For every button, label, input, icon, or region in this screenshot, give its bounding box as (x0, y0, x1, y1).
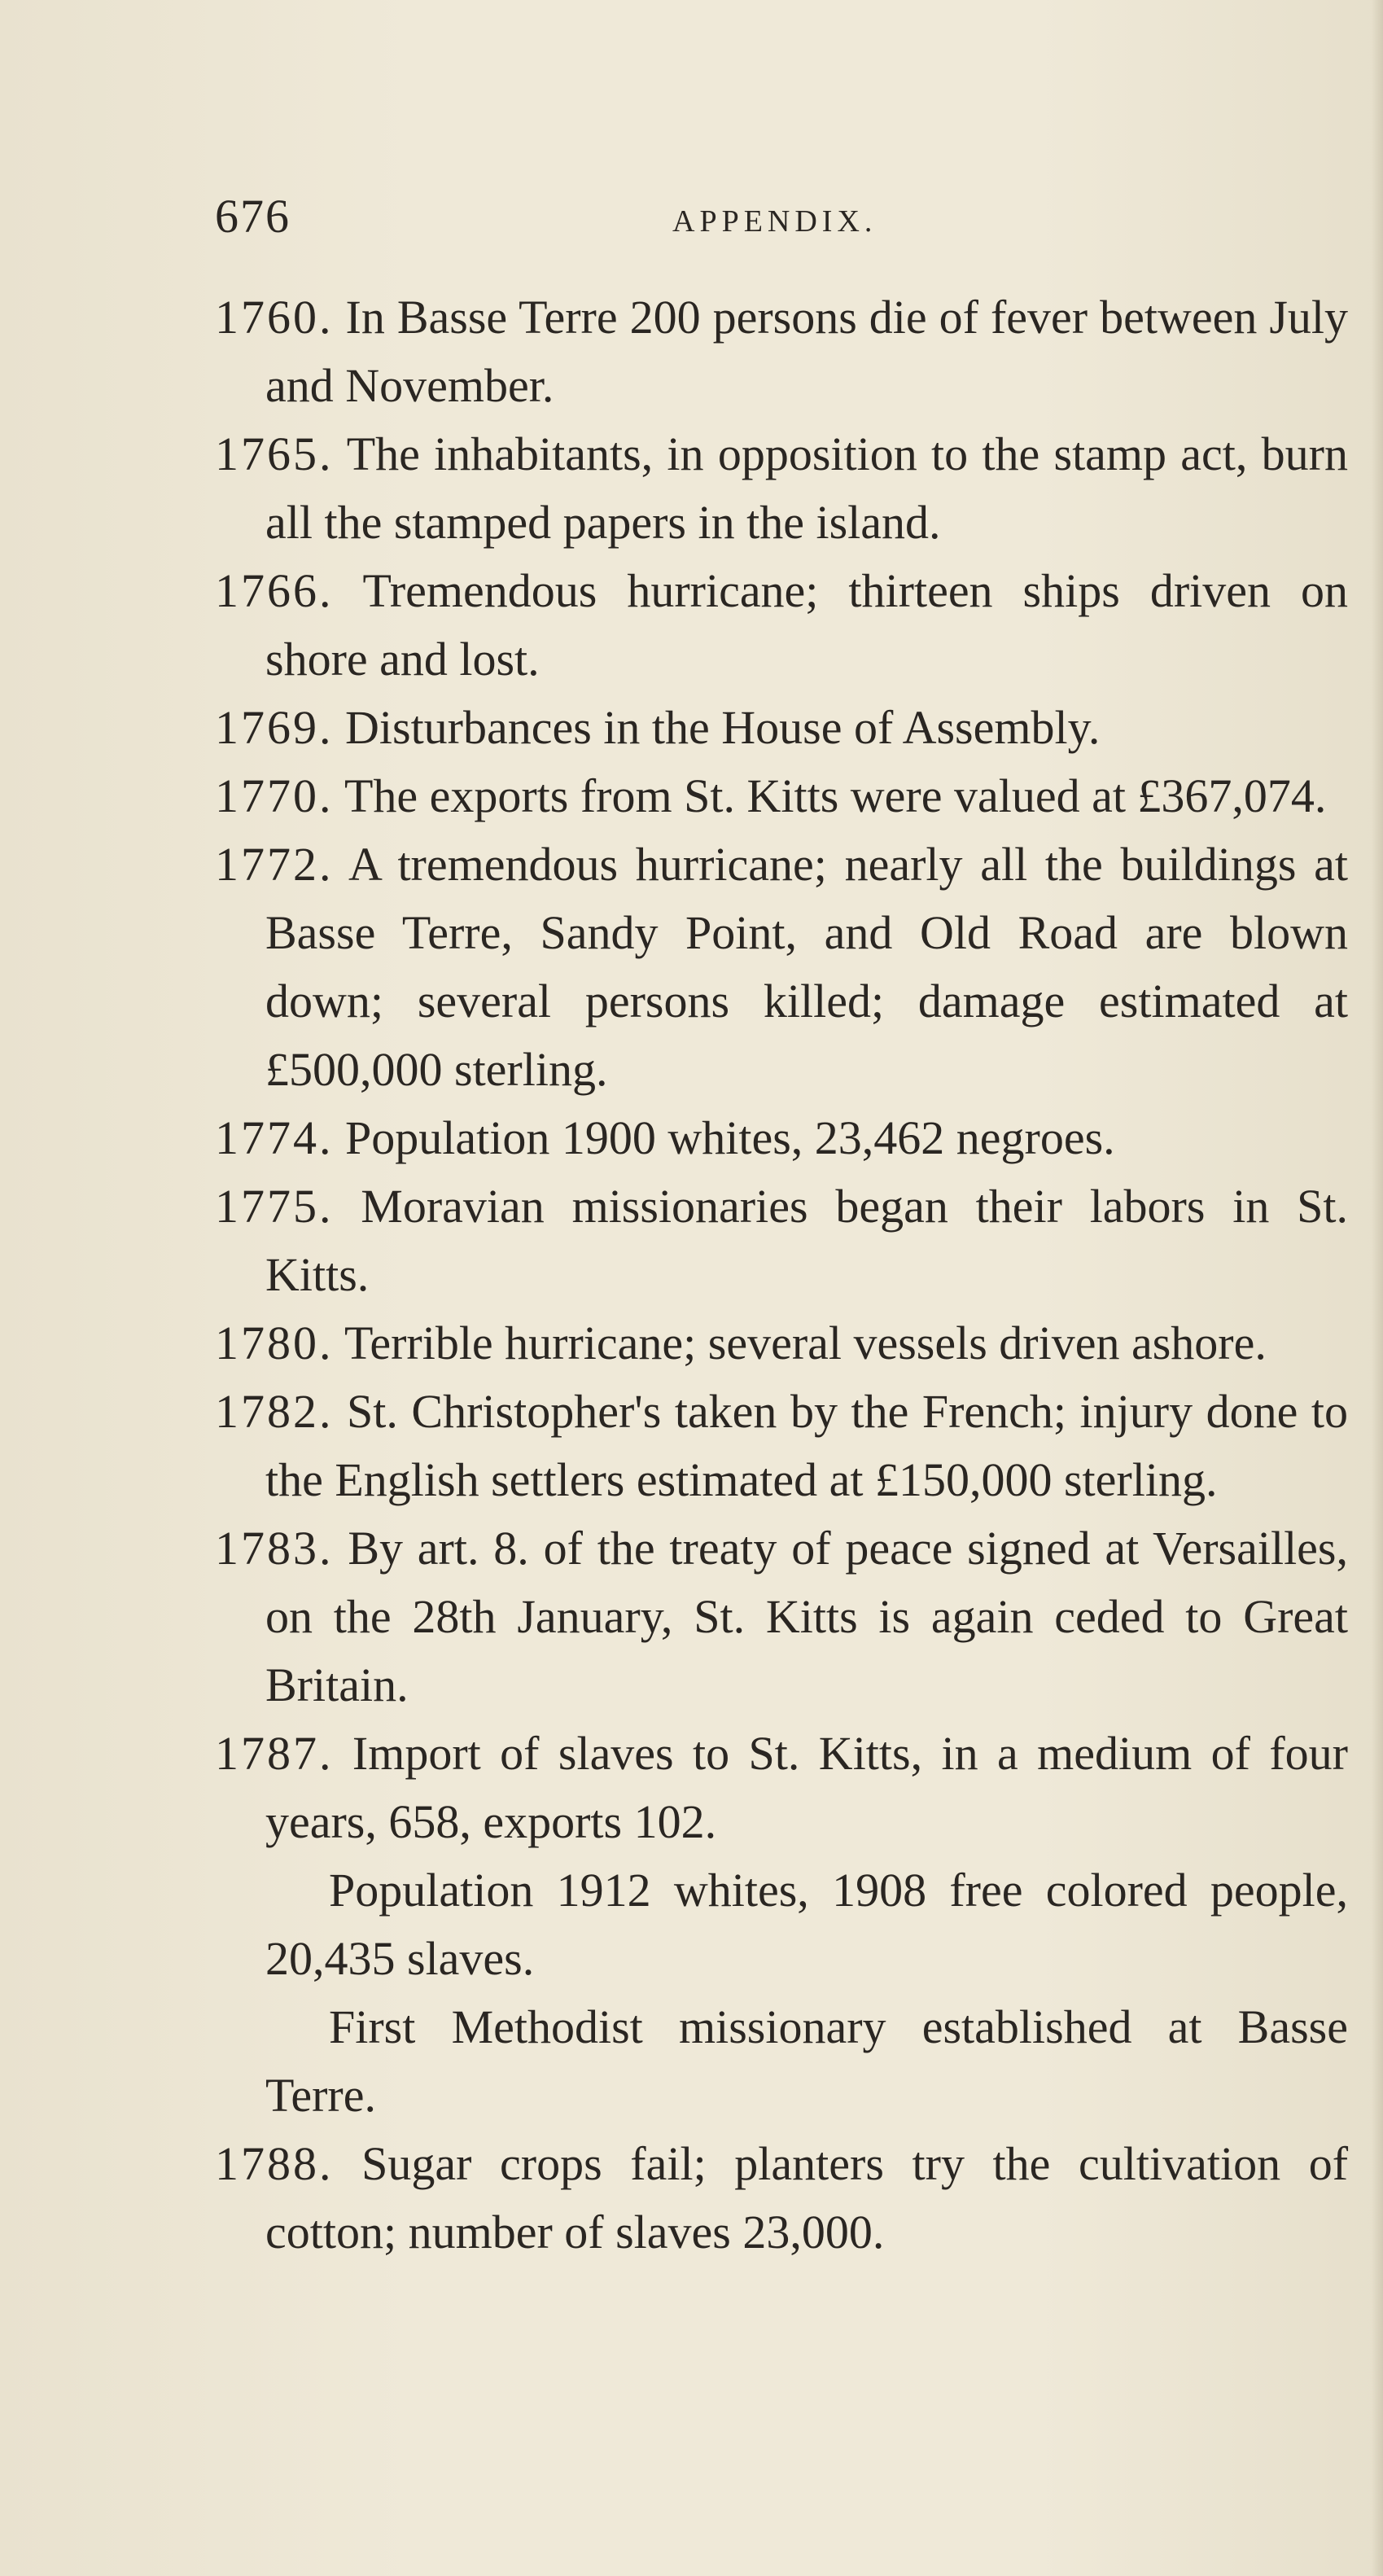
chronology-entry (215, 1172, 1348, 1309)
entry-year: 1770. (215, 769, 334, 822)
entry-year: 1760. (215, 291, 334, 344)
entry-text: Moravian missionaries began their labors in St. Kitts. (265, 1180, 1348, 1301)
entry-text: St. Christopher's taken by the French; injury done to the English settlers estimated at £150,000 sterling. (265, 1385, 1349, 1506)
chronology-entry (215, 557, 1348, 694)
entry-text: In Basse Terre 200 persons die of fever between July and November. (265, 291, 1349, 412)
chronology-entry (215, 2130, 1348, 2267)
entry-text: Terrible hurricane; several vessels driven ashore. (344, 1316, 1267, 1369)
entry-year: 1766. (215, 564, 334, 617)
entry-year: 1774. (215, 1111, 334, 1164)
chronology-entry (215, 1720, 1348, 1856)
entry-year: 1783. (215, 1522, 334, 1575)
entry-text: By art. 8. of the treaty of peace signed at Versailles, on the 28th January, St. Kitts is again ceded to Great Britain. (265, 1522, 1348, 1711)
entry-year: 1787. (215, 1727, 334, 1780)
chronology-entry (215, 762, 1348, 830)
page-edge-shadow (1372, 0, 1383, 2576)
entry-text: A tremendous hurricane; nearly all the buildings at Basse Terre, Sandy Point, and Old Road are blown down; several persons killed; damage estimated at £500,000 sterling. (265, 838, 1348, 1096)
page-number: 676 (215, 190, 291, 243)
chronology-entry (215, 1514, 1348, 1720)
chronology-entry (215, 830, 1348, 1104)
entry-year: 1780. (215, 1316, 334, 1369)
entry-year: 1765. (215, 427, 334, 480)
chronology-entry (215, 694, 1348, 762)
header-title: APPENDIX. (672, 204, 878, 239)
entry-year: 1769. (215, 701, 334, 754)
entry-text: Disturbances in the House of Assembly. (345, 701, 1101, 754)
chronology-text (215, 283, 1348, 2267)
running-head (215, 189, 1338, 254)
chronology-entry (215, 1378, 1348, 1514)
entry-paragraph: First Methodist missionary established at Basse Terre. (265, 2000, 1348, 2122)
entry-text: Sugar crops fail; planters try the cultivation of cotton; number of slaves 23,000. (265, 2137, 1349, 2258)
entry-text: Tremendous hurricane; thirteen ships driven on shore and lost. (265, 564, 1348, 686)
entry-year: 1782. (215, 1385, 334, 1438)
entry-paragraph: Population 1912 whites, 1908 free colored people, 20,435 slaves. (265, 1864, 1348, 1985)
entry-text: Population 1900 whites, 23,462 negroes. (345, 1111, 1115, 1164)
entry-year: 1788. (215, 2137, 334, 2190)
chronology-entry (215, 1104, 1348, 1172)
entry-year: 1775. (215, 1180, 334, 1233)
chronology-entry (215, 420, 1348, 557)
entry-text: Import of slaves to St. Kitts, in a medium of four years, 658, exports 102. (265, 1727, 1348, 1848)
chronology-entry (215, 1309, 1348, 1378)
entry-text: The inhabitants, in opposition to the stamp act, burn all the stamped papers in the island. (265, 427, 1348, 549)
entry-year: 1772. (215, 838, 334, 891)
entry-text: The exports from St. Kitts were valued at £367,074. (344, 769, 1327, 822)
chronology-entry (215, 283, 1348, 420)
